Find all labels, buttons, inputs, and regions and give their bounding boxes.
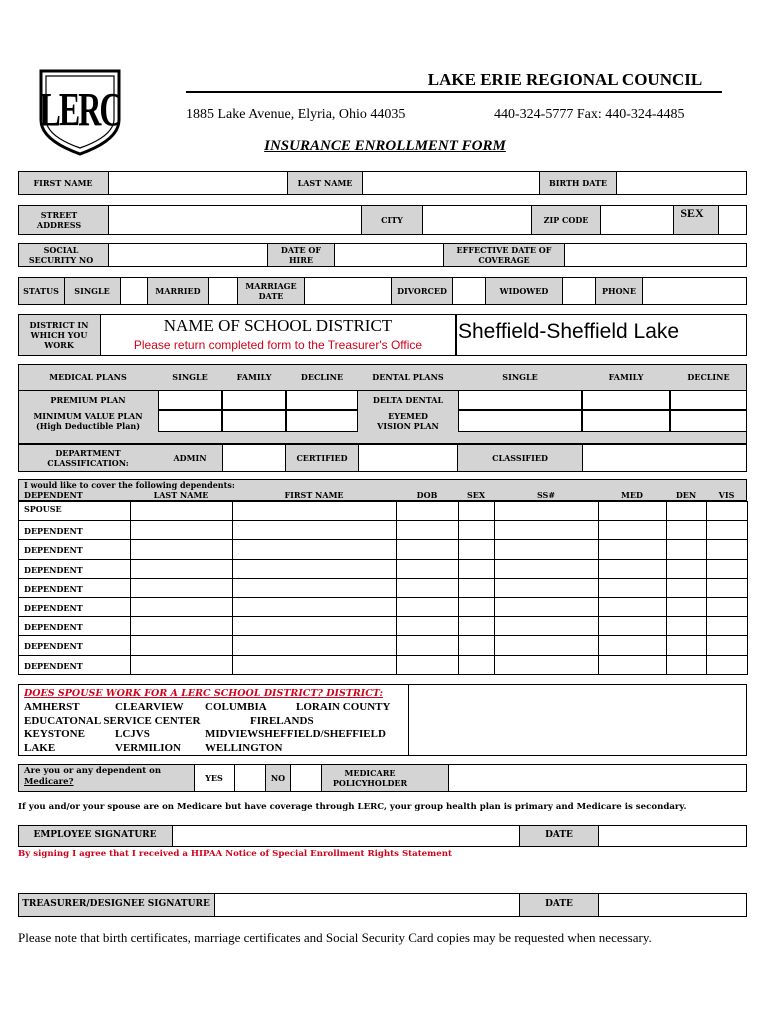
medical-decline-header: DECLINE <box>300 372 344 382</box>
dependent-input-cell[interactable] <box>396 520 459 540</box>
ssn-label: SOCIAL SECURITY NO <box>28 245 94 265</box>
dependent-input-cell[interactable] <box>666 635 707 655</box>
dependent-input-cell[interactable] <box>130 520 233 540</box>
dependent-input-cell[interactable] <box>232 559 397 579</box>
dependent-input-cell[interactable] <box>458 578 495 598</box>
premium-family-cell[interactable] <box>222 390 286 410</box>
treasurer-signature-field[interactable] <box>214 893 520 917</box>
dependent-input-cell[interactable] <box>130 635 233 655</box>
district-option: VERMILION <box>115 741 182 754</box>
zip-code-label: ZIP CODE <box>543 215 589 225</box>
district-label: DISTRICT IN WHICH YOU WORK <box>29 320 89 350</box>
medicare-note: If you and/or your spouse are on Medicare but have coverage through LERC, your group health plan is primary and Medicare is secondary. <box>18 802 687 812</box>
treasurer-signature-label: TREASURER/DESIGNEE SIGNATURE <box>22 899 210 910</box>
medicare-no-checkbox[interactable] <box>290 764 322 792</box>
dependent-input-cell[interactable] <box>598 539 667 559</box>
dependent-input-cell[interactable] <box>598 501 667 521</box>
dependent-input-cell[interactable] <box>706 559 748 579</box>
district-option: KEYSTONE <box>24 728 85 740</box>
dependent-input-cell[interactable] <box>458 635 495 655</box>
sex-label: SEX <box>680 206 704 220</box>
premium-single-cell[interactable] <box>158 390 222 410</box>
dependent-type-label: DEPENDENT <box>24 564 83 575</box>
phone-label: PHONE <box>602 286 636 296</box>
dependent-input-cell[interactable] <box>706 597 748 617</box>
street-address-label: STREET ADDRESS <box>36 210 82 230</box>
header-rule <box>186 91 722 93</box>
dependent-input-cell[interactable] <box>130 616 233 636</box>
single-label: SINGLE <box>74 286 110 296</box>
dependent-input-cell[interactable] <box>396 655 459 675</box>
footer-note: Please note that birth certificates, marriage certificates and Social Security Card copies may be requested when necessary. <box>18 930 652 945</box>
dependent-input-cell[interactable] <box>458 520 495 540</box>
dental-decline-header: DECLINE <box>687 372 730 382</box>
admin-checkbox[interactable] <box>222 444 286 472</box>
dental-family-header: FAMILY <box>608 372 644 382</box>
district-option: LAKE <box>24 741 56 754</box>
dependent-type-cell <box>18 635 131 655</box>
district-option: CLEARVIEW <box>115 701 184 713</box>
district-option: LCJVS <box>115 728 150 740</box>
dependent-input-cell[interactable] <box>494 539 599 559</box>
dependent-input-cell[interactable] <box>598 578 667 598</box>
dependent-type-label: DEPENDENT <box>24 545 83 556</box>
dependent-input-cell[interactable] <box>666 597 707 617</box>
city-field[interactable] <box>422 205 532 235</box>
birth-date-label: BIRTH DATE <box>548 178 608 188</box>
dependent-type-label: DEPENDENT <box>24 583 83 594</box>
dependent-input-cell[interactable] <box>666 578 707 598</box>
dependents-col-last-name: LAST NAME <box>153 490 209 500</box>
dependent-input-cell[interactable] <box>706 616 748 636</box>
dependents-col-vis: VIS <box>718 490 735 500</box>
dependent-input-cell[interactable] <box>130 539 233 559</box>
min-value-plan-label: MINIMUM VALUE PLAN (High Deductible Plan) <box>33 411 143 431</box>
dependents-intro: I would like to cover the following dependents: <box>24 480 235 490</box>
medicare-no-label: NO <box>270 773 286 783</box>
dependent-input-cell[interactable] <box>130 559 233 579</box>
dependents-col-dob: DOB <box>416 490 438 500</box>
district-option: EDUCATONAL SERVICE CENTER <box>24 714 201 727</box>
divorced-checkbox[interactable] <box>452 277 486 305</box>
dependents-col-sex: SEX <box>466 490 486 500</box>
dependents-col-dependent: DEPENDENT <box>24 490 83 500</box>
divorced-label: DIVORCED <box>397 286 447 296</box>
medicare-question-line2: Medicare? <box>24 777 74 788</box>
dependent-input-cell[interactable] <box>396 597 459 617</box>
effective-date-field[interactable] <box>564 243 747 267</box>
dependent-input-cell[interactable] <box>706 520 748 540</box>
dependents-col-first-name: FIRST NAME <box>284 490 344 500</box>
single-checkbox[interactable] <box>120 277 148 305</box>
minvalue-decline-cell[interactable] <box>286 410 358 432</box>
dependent-input-cell[interactable] <box>396 616 459 636</box>
district-option: FIRELANDS <box>250 714 314 727</box>
dependent-input-cell[interactable] <box>494 520 599 540</box>
dependent-type-label: DEPENDENT <box>24 526 83 537</box>
widowed-checkbox[interactable] <box>562 277 596 305</box>
dependent-input-cell[interactable] <box>666 520 707 540</box>
medicare-policyholder-label: MEDICARE POLICYHOLDER <box>332 768 408 788</box>
employee-signature-label: EMPLOYEE SIGNATURE <box>33 830 157 841</box>
delta-dental-label: DELTA DENTAL <box>372 395 444 405</box>
marriage-date-field[interactable] <box>304 277 392 305</box>
dependent-input-cell[interactable] <box>232 520 397 540</box>
eyemed-single-cell[interactable] <box>458 410 582 432</box>
dependent-input-cell[interactable] <box>396 578 459 598</box>
form-title: INSURANCE ENROLLMENT FORM <box>264 138 506 154</box>
certified-label: CERTIFIED <box>296 453 348 463</box>
classified-checkbox[interactable] <box>582 444 747 472</box>
date1-field[interactable] <box>598 825 747 847</box>
dependent-type-cell <box>18 559 131 579</box>
dependent-input-cell[interactable] <box>706 501 748 521</box>
spouse-district-field[interactable] <box>408 684 747 756</box>
classification-label: DEPARTMENT CLASSIFICATION: <box>47 448 129 468</box>
hipaa-statement: By signing I agree that I received a HIPAA Notice of Special Enrollment Rights Statement <box>18 849 452 859</box>
dependent-input-cell[interactable] <box>598 559 667 579</box>
dependent-input-cell[interactable] <box>666 539 707 559</box>
certified-checkbox[interactable] <box>358 444 458 472</box>
dependent-input-cell[interactable] <box>232 578 397 598</box>
dependent-input-cell[interactable] <box>706 539 748 559</box>
premium-plan-label: PREMIUM PLAN <box>50 395 126 405</box>
org-address: 1885 Lake Avenue, Elyria, Ohio 44035 <box>186 107 406 122</box>
dependent-type-cell <box>18 578 131 598</box>
medicare-yes-label: YES <box>205 773 223 783</box>
dependent-input-cell[interactable] <box>706 578 748 598</box>
district-option: MIDVIEWSHEFFIELD/SHEFFIELD <box>205 728 386 740</box>
city-label: CITY <box>381 215 403 225</box>
dependent-input-cell[interactable] <box>232 539 397 559</box>
dependent-input-cell[interactable] <box>458 539 495 559</box>
dependent-input-cell[interactable] <box>494 578 599 598</box>
dependent-type-cell <box>18 520 131 540</box>
district-option: AMHERST <box>24 701 80 713</box>
dependent-input-cell[interactable] <box>458 501 495 521</box>
dental-single-header: SINGLE <box>502 372 538 382</box>
district-name-heading: NAME OF SCHOOL DISTRICT <box>163 316 393 335</box>
dependent-input-cell[interactable] <box>598 635 667 655</box>
classified-label: CLASSIFIED <box>492 453 548 463</box>
first-name-field[interactable] <box>108 171 288 195</box>
minvalue-single-cell[interactable] <box>158 410 222 432</box>
eyemed-family-cell[interactable] <box>582 410 670 432</box>
dependent-input-cell[interactable] <box>232 597 397 617</box>
birth-date-field[interactable] <box>616 171 747 195</box>
eyemed-decline-cell[interactable] <box>670 410 747 432</box>
medicare-policyholder-field[interactable] <box>448 764 747 792</box>
dependent-input-cell[interactable] <box>494 501 599 521</box>
dependent-input-cell[interactable] <box>130 655 233 675</box>
dependents-col-ss: SS# <box>536 490 556 500</box>
date-of-hire-label: DATE OF HIRE <box>280 245 322 265</box>
dependent-input-cell[interactable] <box>396 559 459 579</box>
dependent-input-cell[interactable] <box>666 501 707 521</box>
dependent-input-cell[interactable] <box>666 616 707 636</box>
premium-decline-cell[interactable] <box>286 390 358 410</box>
medical-family-header: FAMILY <box>236 372 272 382</box>
delta-decline-cell[interactable] <box>670 390 747 410</box>
dependent-input-cell[interactable] <box>598 655 667 675</box>
org-name: LAKE ERIE REGIONAL COUNCIL <box>427 70 703 89</box>
dependent-input-cell[interactable] <box>130 597 233 617</box>
dependent-input-cell[interactable] <box>130 578 233 598</box>
dependent-type-label: DEPENDENT <box>24 622 83 633</box>
district-option: LORAIN COUNTY <box>296 701 391 713</box>
logo-text: LERC <box>39 82 121 136</box>
delta-family-cell[interactable] <box>582 390 670 410</box>
medical-plans-header: MEDICAL PLANS <box>49 372 127 382</box>
dependent-input-cell[interactable] <box>232 616 397 636</box>
date-of-hire-field[interactable] <box>334 243 444 267</box>
delta-single-cell[interactable] <box>458 390 582 410</box>
dependent-input-cell[interactable] <box>494 559 599 579</box>
status-label: STATUS <box>23 286 59 296</box>
effective-date-label: EFFECTIVE DATE OF COVERAGE <box>456 245 552 265</box>
married-checkbox[interactable] <box>208 277 238 305</box>
last-name-label: LAST NAME <box>297 178 353 188</box>
last-name-field[interactable] <box>362 171 540 195</box>
sex-field[interactable] <box>718 205 747 235</box>
dependent-type-cell <box>18 597 131 617</box>
district-value: Sheffield-Sheffield Lake <box>458 320 680 343</box>
minvalue-family-cell[interactable] <box>222 410 286 432</box>
dependent-input-cell[interactable] <box>494 597 599 617</box>
dependent-type-label: SPOUSE <box>24 504 62 514</box>
first-name-label: FIRST NAME <box>33 178 93 188</box>
dependents-col-med: MED <box>621 490 643 500</box>
dependent-input-cell[interactable] <box>458 655 495 675</box>
eyemed-label: EYEMED VISION PLAN <box>377 411 439 431</box>
dependent-input-cell[interactable] <box>598 597 667 617</box>
marriage-date-label: MARRIAGE DATE <box>245 281 297 301</box>
dependent-input-cell[interactable] <box>232 635 397 655</box>
married-label: MARRIED <box>155 286 201 296</box>
date1-label: DATE <box>545 830 573 841</box>
dependent-type-cell <box>18 539 131 559</box>
dependent-input-cell[interactable] <box>494 655 599 675</box>
dependent-input-cell[interactable] <box>396 501 459 521</box>
org-phone-fax: 440-324-5777 Fax: 440-324-4485 <box>494 107 685 122</box>
dependent-input-cell[interactable] <box>458 597 495 617</box>
district-option: COLUMBIA <box>205 701 267 713</box>
dependent-type-cell <box>18 501 131 521</box>
dependent-type-label: DEPENDENT <box>24 660 83 671</box>
dental-plans-header: DENTAL PLANS <box>372 372 444 382</box>
dependent-type-cell <box>18 616 131 636</box>
district-return-note: Please return completed form to the Treasurer's Office <box>133 338 423 352</box>
medicare-yes-checkbox[interactable] <box>234 764 266 792</box>
medicare-question-line1: Are you or any dependent on <box>24 766 162 776</box>
zip-code-field[interactable] <box>600 205 674 235</box>
employee-signature-field[interactable] <box>172 825 520 847</box>
phone-field[interactable] <box>642 277 747 305</box>
dependent-input-cell[interactable] <box>494 616 599 636</box>
dependent-input-cell[interactable] <box>396 539 459 559</box>
date2-label: DATE <box>545 899 573 910</box>
date2-field[interactable] <box>598 893 747 917</box>
admin-label: ADMIN <box>173 453 207 463</box>
medicare-question <box>24 766 161 789</box>
ssn-field[interactable] <box>108 243 268 267</box>
dependent-input-cell[interactable] <box>458 616 495 636</box>
dependent-input-cell[interactable] <box>130 501 233 521</box>
dependent-input-cell[interactable] <box>232 655 397 675</box>
dependent-input-cell[interactable] <box>494 635 599 655</box>
spouse-work-question: DOES SPOUSE WORK FOR A LERC SCHOOL DISTRICT? DISTRICT: <box>24 688 384 699</box>
dependent-type-label: DEPENDENT <box>24 641 83 652</box>
dependent-input-cell[interactable] <box>706 635 748 655</box>
dependent-input-cell[interactable] <box>598 616 667 636</box>
dependent-type-cell <box>18 655 131 675</box>
medical-single-header: SINGLE <box>172 372 208 382</box>
dependent-input-cell[interactable] <box>666 655 707 675</box>
street-address-field[interactable] <box>108 205 362 235</box>
dependent-input-cell[interactable] <box>458 559 495 579</box>
dependent-input-cell[interactable] <box>706 655 748 675</box>
dependent-input-cell[interactable] <box>232 501 397 521</box>
dependent-input-cell[interactable] <box>598 520 667 540</box>
dependent-input-cell[interactable] <box>666 559 707 579</box>
dependent-type-label: DEPENDENT <box>24 603 83 613</box>
dependents-col-den: DEN <box>675 490 697 500</box>
dependent-input-cell[interactable] <box>396 635 459 655</box>
widowed-label: WIDOWED <box>499 286 549 296</box>
district-option: WELLINGTON <box>205 741 283 754</box>
